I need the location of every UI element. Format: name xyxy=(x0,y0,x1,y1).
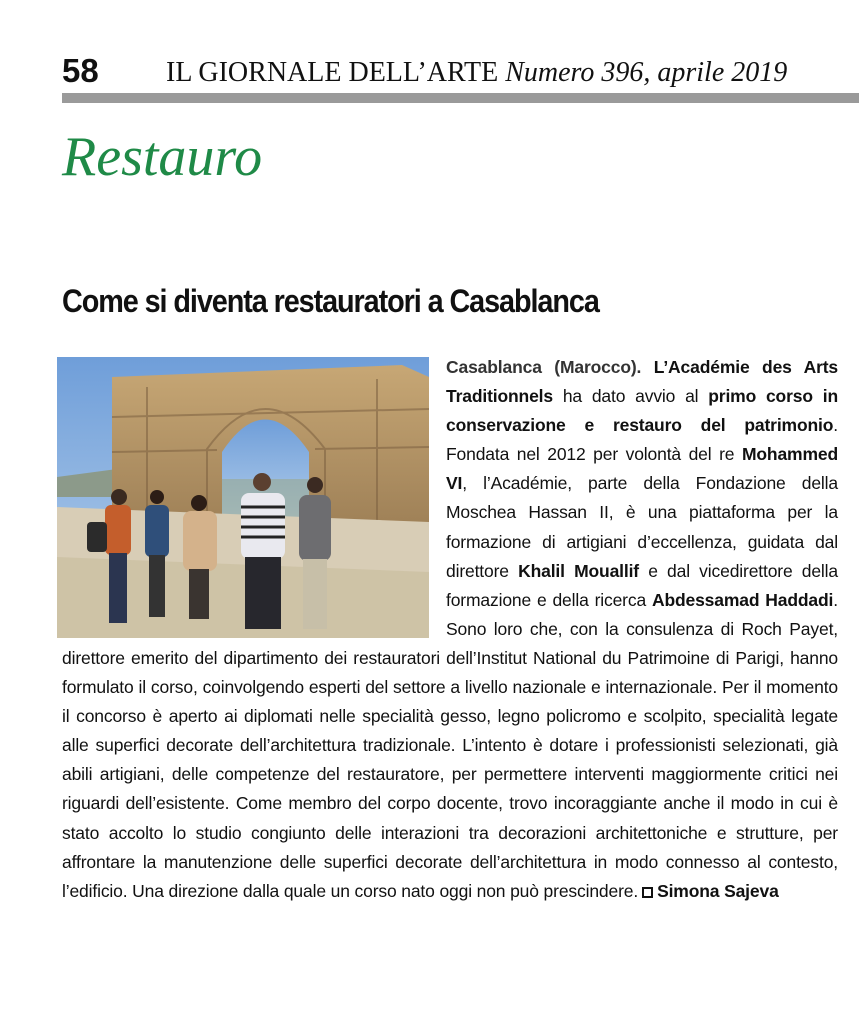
article-bold-run: L’Académie des Arts Traditionnels xyxy=(446,357,838,407)
article-text-run: . Fondata nel 2012 per volontà del re xyxy=(446,415,838,465)
article-headline: Come si diventa restauratori a Casablanca xyxy=(62,283,599,319)
issue-info: Numero 396, aprile 2019 xyxy=(505,57,788,88)
article-body xyxy=(62,353,838,906)
article-text-run: ha dato avvio al xyxy=(552,386,709,407)
end-of-article-icon xyxy=(642,887,653,898)
article-dateline: Casablanca (Marocco). xyxy=(446,357,642,377)
article-bold-run: primo corso in conservazione e restauro del patrimonio xyxy=(446,386,838,436)
page-header xyxy=(62,52,822,92)
section-title: Restauro xyxy=(62,126,263,188)
article-text-run: , l’Académie, parte della Fondazione della Moschea Hassan II, è una piattaforma per la formazione di artigiani d’eccellenza, guidata dal direttore xyxy=(446,473,838,581)
publication-name: IL GIORNALE DELL’ARTE xyxy=(166,57,499,88)
article-author: Simona Sajeva xyxy=(657,880,779,901)
page-number: 58 xyxy=(62,52,99,89)
article-text-run: e dal vicedirettore della formazione e della ricerca xyxy=(446,560,838,610)
header-rule xyxy=(62,93,859,103)
article-bold-run: Mohammed VI xyxy=(446,444,838,494)
article-bold-run: Abdessamad Haddadi xyxy=(651,589,834,610)
article-text-run: . Sono loro che, con la consulenza di Roch Payet, direttore emerito del dipartimento dei restauratori dell’Institut National du Patrimoine di Parigi, hanno formulato il corso, coinvolgendo esperti del settore a livello nazionale e internazionale. Per il momento il concorso è aperto ai diplomati nelle specialità gesso, legno policromo e scolpito, specialità legate alle superfici decorate dell’architettura tradizionale. L’intento è dotare i professionisti selezionati, già abili artigiani, delle competenze del restauratore, per permettere interventi maggiormente critici nei riguardi dell’esistente. Come membro del corpo docente, trovo incoraggiante anche il modo in cui è stato accolto lo studio congiunto delle interazioni tra decorazioni architettoniche e strutture, per affrontare la manutenzione delle superfici decorate dell’architettura in modo connesso al contesto, l’edificio. Una direzione dalla quale un corso nato oggi non può prescindere. xyxy=(62,589,838,901)
article-bold-run: Khalil Mouallif xyxy=(518,560,639,581)
photo-wrap-spacer xyxy=(62,353,446,643)
masthead xyxy=(166,56,787,90)
article-text-run xyxy=(641,357,654,377)
